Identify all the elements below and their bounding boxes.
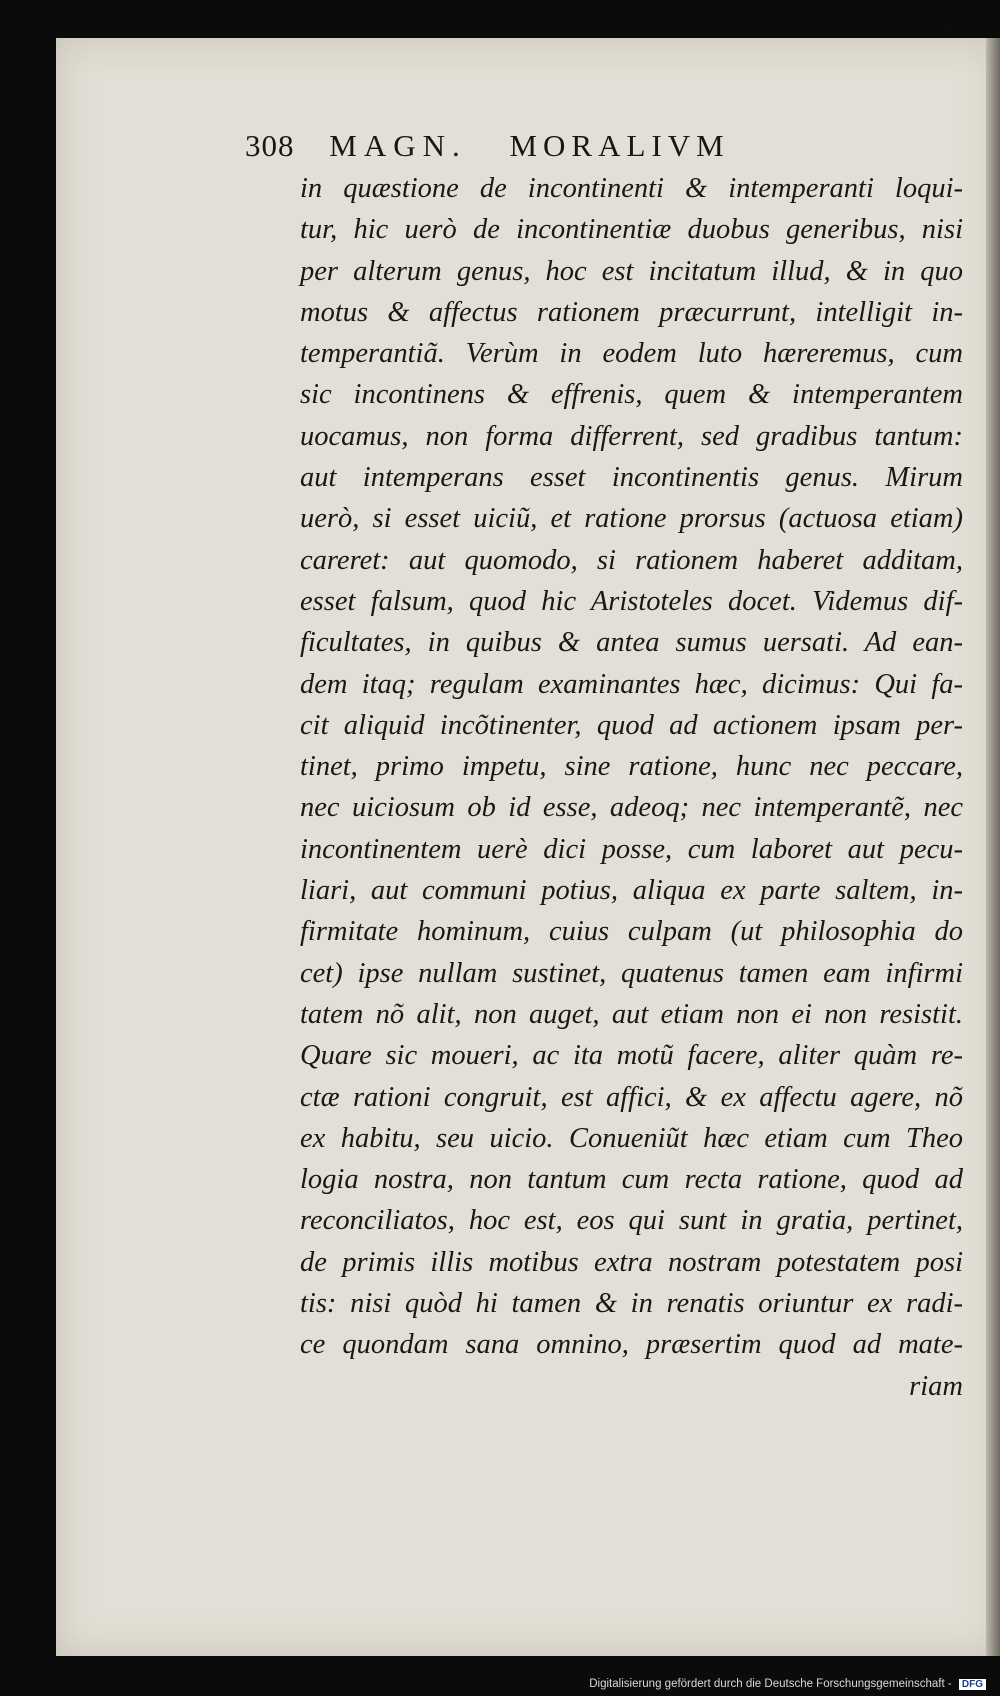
text-line: Quare sic moueri, ac ita motũ facere, aliter quàm re- [300,1040,963,1072]
text-line: aut intemperans esset incontinentis genus. Mirum [300,462,963,494]
text-line: tatem nõ alit, non auget, aut etiam non ei non resistit. [300,998,963,1030]
running-title-part-2: MORALIVM [509,128,730,163]
text-line: ce quondam sana omnino, præsertim quod ad mate- [300,1329,963,1361]
page-number: 308 [245,128,295,163]
scan-speck [948,26,951,29]
text-line: ficultates, in quibus & antea sumus uersati. Ad ean- [300,627,963,659]
text-line: in quæstione de incontinenti & intemperanti loqui- [300,173,963,204]
text-line: esset falsum, quod hic Aristoteles docet. Videmus dif- [300,585,963,617]
text-line: uocamus, non forma differrent, sed gradibus tantum: [300,420,963,452]
text-line: tinet, primo impetu, sine ratione, hunc nec peccare, [300,751,963,783]
text-line: logia nostra, non tantum cum recta ratione, quod ad [300,1164,963,1196]
text-line: firmitate hominum, cuius culpam (ut philosophia do [300,916,963,948]
text-line: sic incontinens & effrenis, quem & intemperantem [300,379,963,411]
page-edge [986,38,1000,1656]
digitization-credit [589,1678,986,1690]
catchword: riam [909,1370,963,1402]
text-line: cet) ipse nullam sustinet, quatenus tamen eam infirmi [300,957,963,989]
text-line: ex habitu, seu uicio. Conueniũt hæc etiam cum Theo [300,1122,963,1154]
text-line: incontinentem uerè dici posse, cum laboret aut pecu- [300,833,963,865]
body-text [300,168,963,1407]
running-title-part-1: MAGN. [329,128,467,163]
text-line: motus & affectus rationem præcurrunt, intelligit in- [300,296,963,328]
text-line: per alterum genus, hoc est incitatum illud, & in quo [300,255,963,287]
text-line: nec uiciosum ob id esse, adeoq; nec intemperantẽ, nec [300,792,963,824]
text-line: reconciliatos, hoc est, eos qui sunt in gratia, pertinet, [300,1205,963,1237]
text-line: dem itaq; regulam examinantes hæc, dicimus: Qui fa- [300,668,963,700]
text-line: tur, hic uerò de incontinentiæ duobus generibus, nisi [300,214,963,246]
text-line: ctæ rationi congruit, est affici, & ex affectu agere, nõ [300,1081,963,1113]
text-line: careret: aut quomodo, si rationem haberet additam, [300,544,963,576]
credit-text: Digitalisierung gefördert durch die Deutsche Forschungsgemeinschaft - [589,1678,952,1690]
running-header [245,128,730,164]
text-line: cit aliquid incõtinenter, quod ad actionem ipsam per- [300,709,963,741]
text-line: tis: nisi quòd hi tamen & in renatis oriuntur ex radi- [300,1288,963,1320]
text-line: liari, aut communi potius, aliqua ex parte saltem, in- [300,875,963,907]
text-line: temperantiã. Verùm in eodem luto hæreremus, cum [300,338,963,370]
dfg-logo: DFG [959,1679,986,1690]
text-line: uerò, si esset uiciũ, et ratione prorsus (actuosa etiam) [300,503,963,535]
text-line: de primis illis motibus extra nostram potestatem posi [300,1246,963,1278]
